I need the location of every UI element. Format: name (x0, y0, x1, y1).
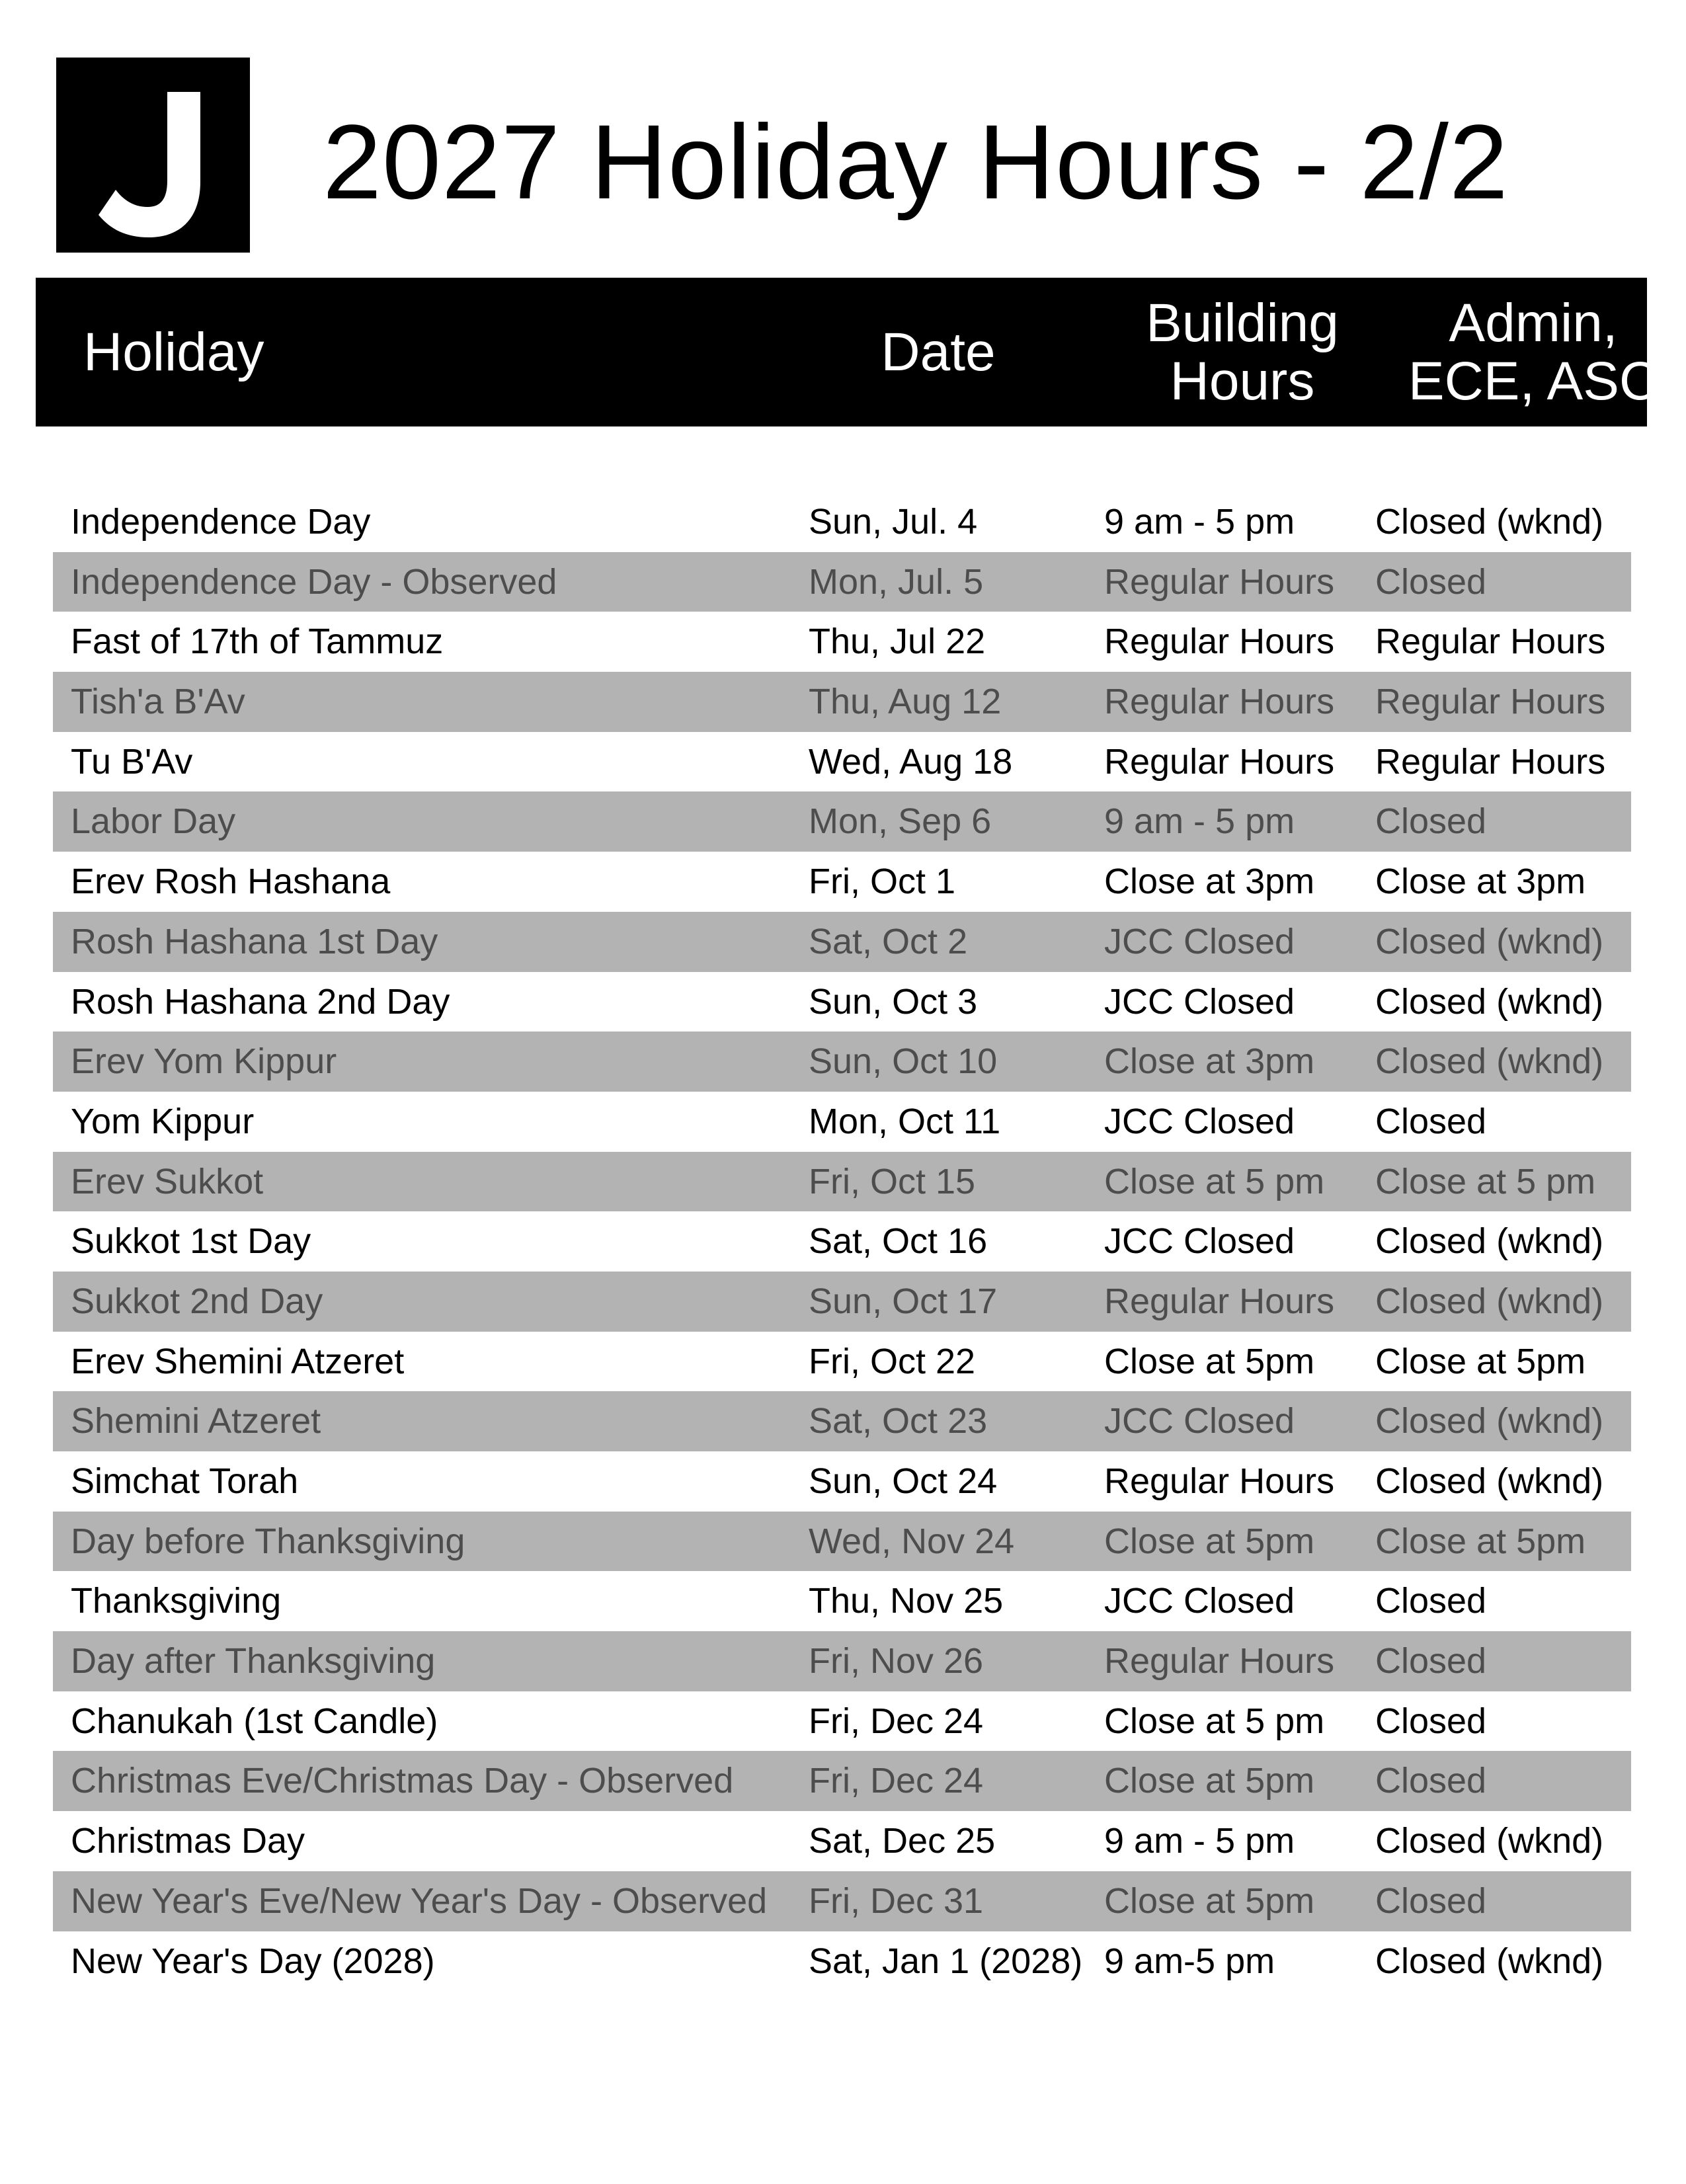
date-cell: Sat, Oct 16 (809, 1221, 988, 1262)
table-row (53, 1451, 1631, 1512)
holiday-cell: Independence Day - Observed (71, 561, 557, 602)
admin-hours-cell: Closed (1375, 1581, 1487, 1621)
admin-hours-cell: Closed (wknd) (1375, 981, 1604, 1022)
date-cell: Thu, Nov 25 (809, 1581, 1004, 1621)
admin-hours-cell: Regular Hours (1375, 622, 1606, 662)
table-row (53, 1152, 1631, 1212)
building-hours-cell: Regular Hours (1104, 622, 1335, 662)
admin-hours-cell: Closed (1375, 1761, 1487, 1801)
holiday-cell: Day after Thanksgiving (71, 1641, 436, 1681)
building-hours-cell: JCC Closed (1104, 981, 1295, 1022)
date-cell: Fri, Dec 24 (809, 1701, 984, 1741)
jcc-logo (56, 58, 250, 253)
holiday-cell: Erev Shemini Atzeret (71, 1341, 405, 1381)
building-hours-cell: JCC Closed (1104, 921, 1295, 961)
holiday-cell: Chanukah (1st Candle) (71, 1701, 438, 1741)
holiday-cell: Tu B'Av (71, 741, 193, 782)
admin-hours-cell: Closed (wknd) (1375, 1461, 1604, 1501)
building-hours-cell: Regular Hours (1104, 1641, 1335, 1681)
holiday-cell: Tish'a B'Av (71, 682, 245, 722)
holiday-cell: Independence Day (71, 502, 371, 542)
admin-hours-cell: Closed (1375, 1641, 1487, 1681)
building-hours-cell: Regular Hours (1104, 1281, 1335, 1321)
admin-hours-cell: Regular Hours (1375, 741, 1606, 782)
building-hours-cell: JCC Closed (1104, 1221, 1295, 1262)
building-hours-cell: Close at 5 pm (1104, 1161, 1325, 1201)
admin-hours-cell: Close at 5 pm (1375, 1161, 1596, 1201)
header-admin (1348, 278, 1686, 426)
holiday-cell: Erev Sukkot (71, 1161, 264, 1201)
table-header (36, 278, 1659, 426)
admin-hours-cell: Close at 5pm (1375, 1341, 1586, 1381)
date-cell: Fri, Dec 24 (809, 1761, 984, 1801)
holiday-cell: Rosh Hashana 1st Day (71, 921, 438, 961)
table-row (53, 672, 1631, 732)
holiday-cell: Yom Kippur (71, 1101, 255, 1141)
date-cell: Sun, Jul. 4 (809, 502, 978, 542)
holiday-cell: Sukkot 2nd Day (71, 1281, 323, 1321)
date-cell: Mon, Jul. 5 (809, 561, 984, 602)
table-row (53, 791, 1631, 852)
building-hours-cell: JCC Closed (1104, 1101, 1295, 1141)
table-row (53, 1751, 1631, 1811)
date-cell: Thu, Aug 12 (809, 682, 1002, 722)
header-building-line2: Hours (1170, 350, 1315, 411)
holiday-cell: Fast of 17th of Tammuz (71, 622, 444, 662)
j-logo-icon (56, 58, 250, 253)
admin-hours-cell: Closed (wknd) (1375, 1821, 1604, 1861)
date-cell: Sat, Jan 1 (2028) (809, 1941, 1083, 1981)
header-building-line1: Building (1146, 292, 1339, 353)
holiday-table-body (53, 492, 1631, 1991)
table-row (53, 1871, 1631, 1931)
holiday-cell: Christmas Eve/Christmas Day - Observed (71, 1761, 734, 1801)
admin-hours-cell: Closed (wknd) (1375, 1281, 1604, 1321)
building-hours-cell: 9 am - 5 pm (1104, 502, 1295, 542)
date-cell: Thu, Jul 22 (809, 622, 986, 662)
table-row (53, 912, 1631, 972)
building-hours-cell: Close at 5 pm (1104, 1701, 1325, 1741)
admin-hours-cell: Closed (wknd) (1375, 1221, 1604, 1262)
building-hours-cell: Regular Hours (1104, 682, 1335, 722)
header-admin-line1: Admin, (1449, 292, 1618, 353)
holiday-cell: Day before Thanksgiving (71, 1521, 465, 1561)
table-row (53, 1571, 1631, 1631)
table-row (53, 1931, 1631, 1992)
header-admin-line2: ECE, ASC (1408, 350, 1659, 411)
admin-hours-cell: Closed (1375, 1101, 1487, 1141)
building-hours-cell: 9 am-5 pm (1104, 1941, 1275, 1981)
admin-hours-cell: Closed (wknd) (1375, 1401, 1604, 1441)
building-hours-cell: Close at 3pm (1104, 1041, 1315, 1082)
admin-hours-cell: Closed (wknd) (1375, 502, 1604, 542)
admin-hours-cell: Closed (1375, 561, 1487, 602)
holiday-cell: Thanksgiving (71, 1581, 282, 1621)
date-cell: Fri, Oct 15 (809, 1161, 976, 1201)
table-row (53, 852, 1631, 912)
holiday-cell: New Year's Day (2028) (71, 1941, 435, 1981)
admin-hours-cell: Closed (1375, 1881, 1487, 1921)
holiday-cell: Rosh Hashana 2nd Day (71, 981, 450, 1022)
building-hours-cell: Close at 3pm (1104, 862, 1315, 902)
building-hours-cell: 9 am - 5 pm (1104, 801, 1295, 842)
table-row (53, 1031, 1631, 1092)
date-cell: Wed, Nov 24 (809, 1521, 1015, 1561)
admin-hours-cell: Closed (wknd) (1375, 921, 1604, 961)
header-holiday-label: Holiday (83, 321, 264, 382)
date-cell: Sun, Oct 3 (809, 981, 978, 1022)
date-cell: Fri, Oct 22 (809, 1341, 976, 1381)
table-row (53, 1092, 1631, 1152)
admin-hours-cell: Closed (1375, 801, 1487, 842)
table-row (53, 732, 1631, 792)
holiday-cell: Simchat Torah (71, 1461, 299, 1501)
date-cell: Sun, Oct 10 (809, 1041, 998, 1082)
date-cell: Sat, Oct 23 (809, 1401, 988, 1441)
holiday-cell: New Year's Eve/New Year's Day - Observed (71, 1881, 768, 1921)
table-row (53, 1332, 1631, 1392)
date-cell: Fri, Oct 1 (809, 862, 956, 902)
table-row (53, 1211, 1631, 1272)
building-hours-cell: 9 am - 5 pm (1104, 1821, 1295, 1861)
header-date (773, 278, 1104, 426)
table-row (53, 972, 1631, 1032)
admin-hours-cell: Close at 3pm (1375, 862, 1586, 902)
building-hours-cell: Regular Hours (1104, 741, 1335, 782)
table-row (53, 552, 1631, 612)
building-hours-cell: Close at 5pm (1104, 1761, 1315, 1801)
page-title: 2027 Holiday Hours - 2/2 (323, 102, 1509, 221)
table-row (53, 612, 1631, 672)
building-hours-cell: Close at 5pm (1104, 1521, 1315, 1561)
table-row (53, 1391, 1631, 1451)
date-cell: Sat, Dec 25 (809, 1821, 996, 1861)
building-hours-cell: JCC Closed (1104, 1581, 1295, 1621)
table-row (53, 1691, 1631, 1752)
date-cell: Mon, Oct 11 (809, 1101, 1001, 1141)
date-cell: Fri, Nov 26 (809, 1641, 984, 1681)
date-cell: Mon, Sep 6 (809, 801, 992, 842)
table-row (53, 1272, 1631, 1332)
admin-hours-cell: Closed (1375, 1701, 1487, 1741)
holiday-cell: Labor Day (71, 801, 236, 842)
holiday-cell: Sukkot 1st Day (71, 1221, 311, 1262)
admin-hours-cell: Closed (wknd) (1375, 1941, 1604, 1981)
table-row (53, 1512, 1631, 1572)
admin-hours-cell: Closed (wknd) (1375, 1041, 1604, 1082)
building-hours-cell: JCC Closed (1104, 1401, 1295, 1441)
holiday-cell: Christmas Day (71, 1821, 305, 1861)
building-hours-cell: Close at 5pm (1104, 1881, 1315, 1921)
date-cell: Sun, Oct 17 (809, 1281, 998, 1321)
building-hours-cell: Regular Hours (1104, 1461, 1335, 1501)
date-cell: Sun, Oct 24 (809, 1461, 998, 1501)
table-row (53, 492, 1631, 552)
header-date-label: Date (881, 321, 996, 382)
holiday-cell: Erev Yom Kippur (71, 1041, 337, 1082)
admin-hours-cell: Close at 5pm (1375, 1521, 1586, 1561)
header-holiday (83, 278, 546, 426)
table-row (53, 1811, 1631, 1871)
building-hours-cell: Close at 5pm (1104, 1341, 1315, 1381)
date-cell: Wed, Aug 18 (809, 741, 1013, 782)
table-row (53, 1631, 1631, 1691)
admin-hours-cell: Regular Hours (1375, 682, 1606, 722)
date-cell: Fri, Dec 31 (809, 1881, 984, 1921)
building-hours-cell: Regular Hours (1104, 561, 1335, 602)
holiday-cell: Shemini Atzeret (71, 1401, 321, 1441)
date-cell: Sat, Oct 2 (809, 921, 968, 961)
holiday-cell: Erev Rosh Hashana (71, 862, 391, 902)
